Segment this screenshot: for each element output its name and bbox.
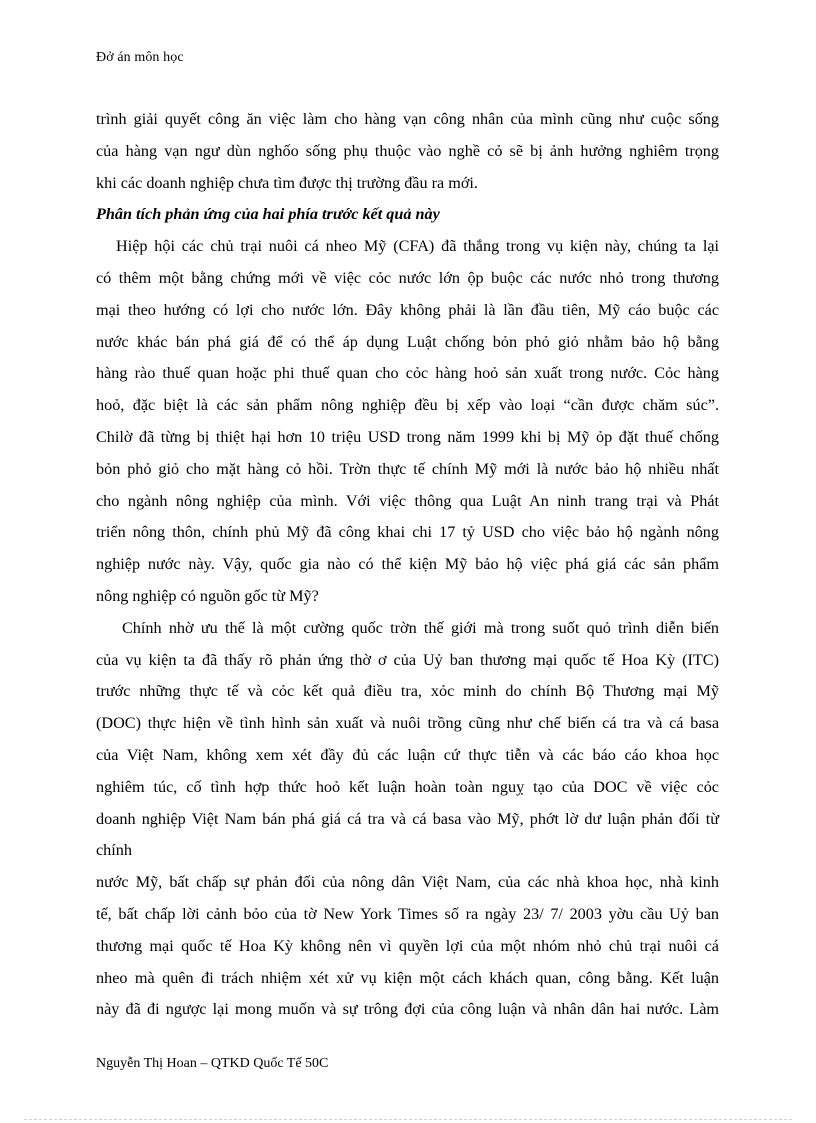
text-line: Hiệp hội các chủ trại nuôi cá nheo Mỹ (CFA) đã thắng trong vụ kiện này, chúng ta lại	[116, 237, 719, 256]
page-divider	[24, 1119, 792, 1120]
text-line: cho ngành nông nghiệp của mình. Với việc thông qua Luật An ninh trang trại và Phát	[96, 491, 719, 510]
text-line: chính	[96, 841, 132, 860]
text-line: của Việt Nam, không xem xét đầy đủ các luận cứ thực tiễn và các báo cáo khoa học	[96, 745, 719, 764]
document-body	[96, 104, 719, 1026]
text-line: trước những thực tế và cỏc kết quả điều tra, xỏc minh do chính Bộ Thương mại Mỹ	[96, 682, 719, 701]
page-footer: Nguyễn Thị Hoan – QTKD Quốc Tế 50C	[96, 1056, 329, 1071]
text-line: nước khác bán phá giá để có thể áp dụng Luật chống bỏn phỏ giỏ nhằm bảo hộ bằng	[96, 332, 719, 351]
text-line: mại theo hướng có lợi cho nước lớn. Đây không phải là lần đầu tiên, Mỹ cáo buộc các	[96, 300, 719, 319]
text-line: triển nông thôn, chính phủ Mỹ đã công khai chi 17 tỷ USD cho việc bảo hộ ngành nông	[96, 523, 719, 542]
text-line: này đã đi ngược lại mong muốn và sự trông đợi của công luận và nhân dân hai nước. Làm	[96, 1000, 719, 1019]
text-line: nước Mỹ, bất chấp sự phản đối của nông dân Việt Nam, của các nhà khoa học, nhà kinh	[96, 873, 719, 892]
text-line: có thêm một bằng chứng mới về việc cỏc nước lớn ộp buộc các nước nhỏ trong thương	[96, 268, 719, 287]
text-line: (DOC) thực hiện về tình hình sản xuất và nuôi trồng cũng như chế biến cá tra và cá basa	[96, 714, 719, 733]
text-line: hoỏ, đặc biệt là các sản phẩm nông nghiệp đều bị xếp vào loại “cần được chăm súc”.	[96, 396, 719, 415]
text-line: nông nghiệp có nguồn gốc từ Mỹ?	[96, 586, 319, 605]
text-line: bỏn phỏ giỏ cho mặt hàng cỏ hồi. Trờn thực tế chính Mỹ mới là nước bảo hộ nhiều nhất	[96, 459, 719, 478]
text-line: nghiêm túc, cố tình hợp thức hoỏ kết luận hoàn toàn nguỵ tạo của DOC về việc cỏc	[96, 777, 719, 796]
text-line: khi các doanh nghiệp chưa tìm được thị trường đầu ra mới.	[96, 173, 478, 192]
text-line: thương mại quốc tế Hoa Kỳ không nên vì quyền lợi của một nhóm nhỏ chủ trại nuôi cá	[96, 936, 719, 955]
text-line: của vụ kiện ta đã thấy rõ phản ứng thờ ơ của Uỷ ban thương mại quốc tế Hoa Kỳ (ITC)	[96, 650, 719, 669]
text-line: nheo mà quên đi trách nhiệm xét xử vụ kiện một cách khách quan, công bằng. Kết luận	[96, 968, 719, 987]
text-line: doanh nghiệp Việt Nam bán phá giá cá tra và cá basa vào Mỹ, phớt lờ dư luận phản đối từ	[96, 809, 719, 828]
text-line: hàng rào thuế quan hoặc phi thuế quan cho cỏc hàng hoỏ sản xuất trong nước. Cỏc hàng	[96, 364, 719, 383]
text-line: Chính nhờ ưu thế là một cường quốc trờn thế giới mà trong suốt quỏ trình diễn biến	[122, 618, 719, 637]
text-line: trình giải quyết công ăn việc làm cho hàng vạn công nhân của mình cũng như cuộc sống	[96, 110, 719, 128]
text-line: của hàng vạn ngư dùn nghốo sống phụ thuộc vào nghề cỏ sẽ bị ảnh hưởng nghiêm trọng	[96, 141, 719, 160]
text-line: Chilờ đã từng bị thiệt hại hơn 10 triệu USD trong năm 1999 khi bị Mỹ ỏp đặt thuế chống	[96, 427, 719, 446]
page-header: Đở án môn học	[96, 50, 184, 65]
section-heading: Phân tích phản ứng của hai phía trước kết quả này	[96, 205, 440, 224]
text-line: tế, bất chấp lời cảnh bỏo của tờ New York Times số ra ngày 23/ 7/ 2003 yờu cầu Uỷ ban	[96, 904, 719, 923]
text-line: nghiệp nước này. Vậy, quốc gia nào có thể kiện Mỹ bảo hộ việc phá giá các sản phẩm	[96, 555, 719, 574]
